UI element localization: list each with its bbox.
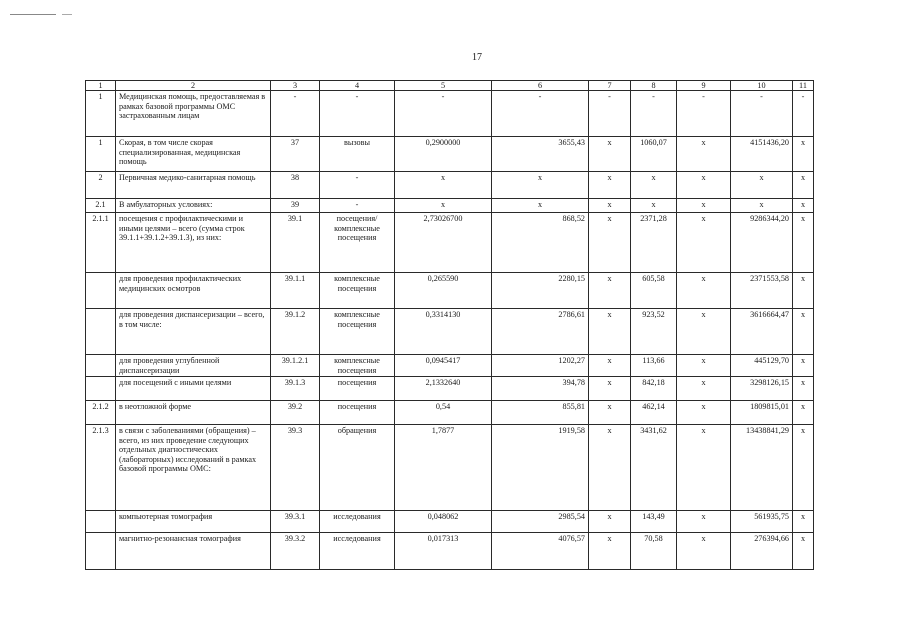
table-cell: 39.3	[271, 425, 320, 511]
table-cell: 2371553,58	[731, 273, 793, 309]
table-cell: 39.3.1	[271, 511, 320, 533]
table-cell	[86, 273, 116, 309]
table-cell: x	[589, 172, 631, 199]
table-cell: 39.2	[271, 401, 320, 425]
table-cell: x	[793, 401, 814, 425]
table-cell: 2985,54	[492, 511, 589, 533]
table-cell: в неотложной форме	[116, 401, 271, 425]
table-cell: исследования	[320, 533, 395, 570]
table-cell: x	[589, 533, 631, 570]
scan-mark	[10, 14, 56, 16]
table-cell: 1202,27	[492, 355, 589, 377]
table-cell: 39	[271, 199, 320, 213]
table-cell: x	[492, 172, 589, 199]
table-cell: 39.1.2.1	[271, 355, 320, 377]
table-cell: x	[793, 425, 814, 511]
table-cell: x	[793, 377, 814, 401]
table-cell: 462,14	[631, 401, 677, 425]
table-cell: Скорая, в том числе скорая специализированная, медицинская помощь	[116, 137, 271, 172]
table-cell: 39.1	[271, 213, 320, 273]
table-cell: x	[677, 213, 731, 273]
table-row	[86, 273, 814, 309]
table-cell: 0,0945417	[395, 355, 492, 377]
table-cell: x	[677, 511, 731, 533]
table-cell: -	[793, 91, 814, 137]
table-cell: -	[631, 91, 677, 137]
table-cell: комплексные посещения	[320, 309, 395, 355]
table-cell: x	[793, 199, 814, 213]
table-cell: x	[677, 309, 731, 355]
table-cell: 2371,28	[631, 213, 677, 273]
table-cell	[86, 309, 116, 355]
table-row	[86, 91, 814, 137]
table-cell: -	[395, 91, 492, 137]
column-header: 10	[731, 81, 793, 91]
table-row	[86, 355, 814, 377]
table-cell: 2	[86, 172, 116, 199]
table-cell: для проведения профилактических медицинских осмотров	[116, 273, 271, 309]
table-cell: 394,78	[492, 377, 589, 401]
column-header: 7	[589, 81, 631, 91]
table-cell: 605,58	[631, 273, 677, 309]
table-cell: x	[589, 355, 631, 377]
table-cell: x	[793, 511, 814, 533]
header-row	[86, 81, 814, 91]
table-cell: 39.1.3	[271, 377, 320, 401]
table-cell: 276394,66	[731, 533, 793, 570]
table-cell: 0,54	[395, 401, 492, 425]
table-cell: x	[492, 199, 589, 213]
table-cell: -	[677, 91, 731, 137]
table-cell: x	[677, 273, 731, 309]
table-cell: x	[677, 355, 731, 377]
table-cell: x	[677, 401, 731, 425]
column-header: 8	[631, 81, 677, 91]
table-cell: 3298126,15	[731, 377, 793, 401]
table-cell: x	[589, 309, 631, 355]
table-cell: 1,7877	[395, 425, 492, 511]
table-cell: -	[320, 172, 395, 199]
table-cell: x	[793, 309, 814, 355]
table-cell: 1060,07	[631, 137, 677, 172]
column-header: 2	[116, 81, 271, 91]
table-cell: Медицинская помощь, предоставляемая в рамках базовой программы ОМС застрахованным лицам	[116, 91, 271, 137]
table-cell: 0,017313	[395, 533, 492, 570]
table-cell: посещения	[320, 377, 395, 401]
table-cell: 1	[86, 137, 116, 172]
table-cell: 2.1.2	[86, 401, 116, 425]
table-cell: 3616664,47	[731, 309, 793, 355]
table-cell: для посещений с иными целями	[116, 377, 271, 401]
table-cell: x	[731, 172, 793, 199]
table-cell: x	[677, 199, 731, 213]
table-row	[86, 137, 814, 172]
table-cell: x	[589, 377, 631, 401]
table-cell: 855,81	[492, 401, 589, 425]
table-cell: x	[395, 199, 492, 213]
table-row	[86, 533, 814, 570]
table-cell: x	[589, 213, 631, 273]
table-cell: 868,52	[492, 213, 589, 273]
table-cell	[86, 533, 116, 570]
table-cell: 561935,75	[731, 511, 793, 533]
table-cell: x	[793, 213, 814, 273]
table-cell: 1919,58	[492, 425, 589, 511]
table-cell: 70,58	[631, 533, 677, 570]
table-cell: 2.1.3	[86, 425, 116, 511]
column-header: 6	[492, 81, 589, 91]
table-cell: 2280,15	[492, 273, 589, 309]
table-cell: -	[320, 91, 395, 137]
table-cell: x	[793, 172, 814, 199]
table-cell: 842,18	[631, 377, 677, 401]
table-cell: посещения с профилактическими и иными целями – всего (сумма строк 39.1.1+39.1.2+39.1.3), из них:	[116, 213, 271, 273]
table-cell: x	[677, 425, 731, 511]
table-cell: для проведения диспансеризации – всего, в том числе:	[116, 309, 271, 355]
table-cell: x	[589, 425, 631, 511]
table-cell: компьютерная томография	[116, 511, 271, 533]
table-row	[86, 199, 814, 213]
table-cell: 1	[86, 91, 116, 137]
table-cell: x	[395, 172, 492, 199]
column-header: 5	[395, 81, 492, 91]
table-cell: 0,048062	[395, 511, 492, 533]
table-cell: x	[677, 377, 731, 401]
table-cell: -	[731, 91, 793, 137]
table-cell: x	[793, 355, 814, 377]
table-cell: исследования	[320, 511, 395, 533]
table-row	[86, 213, 814, 273]
table-cell: 2786,61	[492, 309, 589, 355]
table-cell: 0,2900000	[395, 137, 492, 172]
table-row	[86, 309, 814, 355]
table-row	[86, 377, 814, 401]
column-header: 9	[677, 81, 731, 91]
table-row	[86, 425, 814, 511]
table-cell: в связи с заболеваниями (обращения) – всего, из них проведение следующих отдельных диагностических (лабораторных) исследований в рамках базовой программы ОМС:	[116, 425, 271, 511]
table-cell: 13438841,29	[731, 425, 793, 511]
table-cell: 2.1	[86, 199, 116, 213]
table-cell: обращения	[320, 425, 395, 511]
table-cell: 9286344,20	[731, 213, 793, 273]
table-cell: посещения/ комплексные посещения	[320, 213, 395, 273]
table-cell: 1809815,01	[731, 401, 793, 425]
table-cell: -	[271, 91, 320, 137]
table-cell: 4076,57	[492, 533, 589, 570]
table-cell: 2,73026700	[395, 213, 492, 273]
table-cell: 39.1.2	[271, 309, 320, 355]
scan-mark	[62, 14, 72, 16]
table-cell: 445129,70	[731, 355, 793, 377]
table-cell: x	[589, 199, 631, 213]
table-cell: посещения	[320, 401, 395, 425]
table-cell: x	[589, 137, 631, 172]
table-cell: 0,3314130	[395, 309, 492, 355]
table-cell: комплексные посещения	[320, 355, 395, 377]
table-cell: x	[589, 511, 631, 533]
table-cell: x	[631, 172, 677, 199]
table-cell: комплексные посещения	[320, 273, 395, 309]
table-cell: x	[631, 199, 677, 213]
table-row	[86, 172, 814, 199]
table-cell: x	[793, 137, 814, 172]
table-cell: 4151436,20	[731, 137, 793, 172]
table-cell: 38	[271, 172, 320, 199]
data-table	[85, 80, 814, 570]
table-cell	[86, 377, 116, 401]
table-cell: 3655,43	[492, 137, 589, 172]
column-header: 4	[320, 81, 395, 91]
table-cell: x	[677, 533, 731, 570]
table-cell: -	[320, 199, 395, 213]
table-cell: магнитно-резонансная томография	[116, 533, 271, 570]
table-cell: Первичная медико-санитарная помощь	[116, 172, 271, 199]
table-cell: 2.1.1	[86, 213, 116, 273]
table-cell: 2,1332640	[395, 377, 492, 401]
table-cell: x	[677, 137, 731, 172]
table-cell: 37	[271, 137, 320, 172]
table-cell: x	[589, 273, 631, 309]
table-row	[86, 511, 814, 533]
table-cell	[86, 355, 116, 377]
table-cell	[86, 511, 116, 533]
table-cell: 3431,62	[631, 425, 677, 511]
table-cell: 0,265590	[395, 273, 492, 309]
table-cell: 39.3.2	[271, 533, 320, 570]
table-cell: x	[731, 199, 793, 213]
table-cell: вызовы	[320, 137, 395, 172]
table-cell: В амбулаторных условиях:	[116, 199, 271, 213]
table-cell: 39.1.1	[271, 273, 320, 309]
table-cell: x	[677, 172, 731, 199]
table-cell: для проведения углубленной диспансеризации	[116, 355, 271, 377]
column-header: 3	[271, 81, 320, 91]
table-cell: x	[793, 273, 814, 309]
table-cell: -	[492, 91, 589, 137]
table-cell: x	[793, 533, 814, 570]
table-cell: -	[589, 91, 631, 137]
column-header: 1	[86, 81, 116, 91]
table-cell: 143,49	[631, 511, 677, 533]
table-row	[86, 401, 814, 425]
column-header: 11	[793, 81, 814, 91]
table-cell: x	[589, 401, 631, 425]
page-number: 17	[472, 52, 482, 63]
table-cell: 113,66	[631, 355, 677, 377]
table-cell: 923,52	[631, 309, 677, 355]
